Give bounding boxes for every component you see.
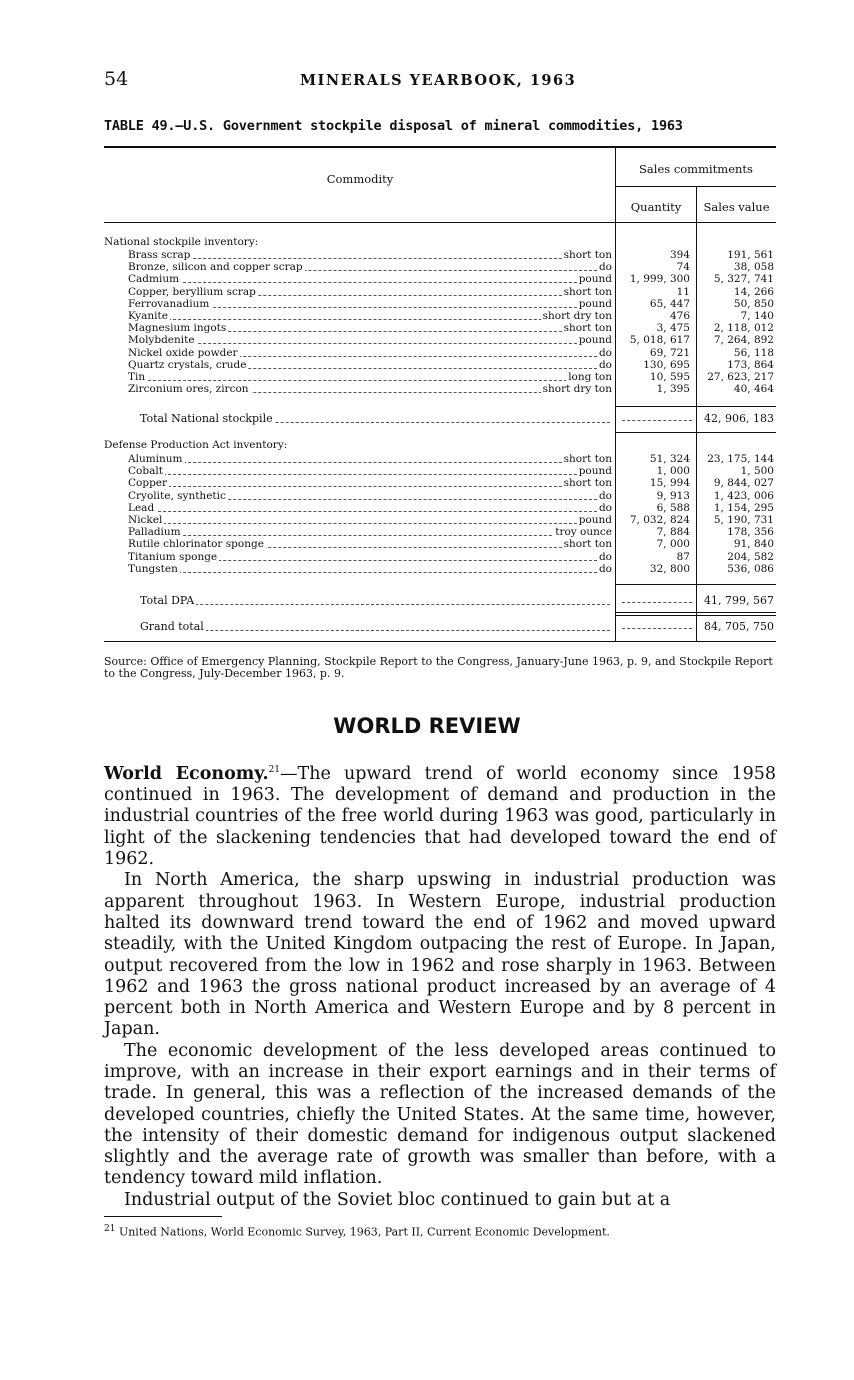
total-national-label: Total National stockpile: [140, 412, 273, 425]
table-row: [104, 478, 776, 489]
commodity-name: Zirconium ores, zircon: [128, 384, 249, 396]
total-dpa-label: Total DPA: [140, 594, 195, 607]
total-dpa-rule: [616, 584, 776, 585]
commodity-unit: troy ounce: [555, 527, 612, 539]
table-row: [104, 299, 776, 310]
quantity-cell: 65, 447: [649, 297, 690, 310]
commodity-unit: short dry ton: [542, 384, 612, 396]
commodity-name: Copper, beryllium scrap: [128, 286, 256, 298]
paragraph-1-text: —The upward trend of world economy since 1958 continued in 1963. The development of demand and production in the industrial countries of the free world during 1963 was good, particularly in light of the slackening tendencies that had developed toward the end of 1962.: [104, 763, 776, 870]
quantity-cell: 32, 800: [649, 562, 690, 575]
table-row: [104, 348, 776, 359]
table-row: [104, 335, 776, 346]
commodity-header: Commodity: [326, 172, 394, 186]
table-row: [104, 503, 776, 514]
sales-value-cell: 56, 118: [733, 346, 774, 359]
commodity-name: Palladium: [128, 527, 181, 539]
sales-value-cell: 40, 464: [733, 383, 774, 396]
commodity-unit: do: [598, 502, 612, 514]
table-row: [104, 466, 776, 477]
table-row: [104, 552, 776, 563]
commodity-unit: pound: [578, 298, 612, 310]
table-source-note: Source: Office of Emergency Planning, Stockpile Report to the Congress, January-June 1963, p. 9, and Stockpile Report to the Congress, July-December 1963, p. 9.: [104, 655, 773, 680]
quantity-cell: 69, 721: [649, 346, 690, 359]
total-dpa-value: 41, 799, 567: [704, 594, 774, 607]
quantity-cell: 87: [676, 550, 690, 563]
commodity-unit: short ton: [563, 478, 612, 490]
paragraph-2: In North America, the sharp upswing in industrial production was apparent throughout 1963. In Western Europe, industrial production halted its downward trend toward the end of 1962 and moved upward steadily, with the United Kingdom outpacing the rest of Europe. In Japan, output recovered from the low in 1962 and rose sharply in 1963. Between 1962 and 1963 the gross national product increased by an average of 4 percent both in North America and Western Europe and by 8 percent in Japan.: [104, 870, 776, 1040]
commodity-unit: pound: [578, 515, 612, 526]
sales-value-cell: 5, 190, 731: [713, 514, 774, 526]
commodity-unit: short ton: [563, 454, 612, 465]
sales-value-cell: 536, 086: [727, 562, 774, 575]
quantity-cell: 476: [669, 310, 690, 322]
table-top-rule: [104, 146, 776, 148]
commodity-name: Nickel: [128, 515, 163, 526]
commodity-name: Quartz crystals, crude: [128, 359, 247, 371]
commodity-name: Kyanite: [128, 311, 168, 322]
quantity-cell: 11: [676, 285, 690, 298]
commodity-name: Rutile chlorinator sponge: [128, 539, 264, 551]
sales-value-cell: 204, 582: [727, 550, 774, 563]
sales-value-header: Sales value: [703, 200, 770, 214]
sales-value-cell: 91, 840: [733, 538, 774, 551]
running-head: [104, 68, 776, 98]
table-bottom-rule: [104, 641, 776, 642]
table-row: [104, 274, 776, 285]
footnote-marker: 21: [104, 1224, 116, 1234]
total-national-value: 42, 906, 183: [704, 412, 774, 425]
commodity-name: Lead: [128, 502, 155, 514]
table-row: [104, 539, 776, 550]
page-number: 54: [104, 68, 129, 90]
commodity-unit: short ton: [563, 250, 612, 261]
grand-total-value: 84, 705, 750: [704, 620, 774, 633]
sales-value-cell: 38, 058: [733, 261, 774, 274]
quantity-cell: 1, 000: [656, 465, 690, 478]
total-dpa-row: [104, 594, 776, 608]
quantity-cell: 15, 994: [649, 477, 690, 490]
commodity-name: Molybdenite: [128, 335, 195, 347]
sales-commitments-header: Sales commitments: [639, 162, 753, 176]
commodity-unit: do: [598, 359, 612, 371]
sales-value-cell: 2, 118, 012: [713, 322, 774, 335]
table-row: [104, 515, 776, 526]
table-title: TABLE 49.—U.S. Government stockpile disposal of mineral commodities, 1963: [104, 118, 683, 134]
commodity-name: Magnesium ingots: [128, 323, 227, 335]
quantity-cell: 10, 595: [649, 371, 690, 383]
quantity-cell: 74: [676, 261, 690, 274]
commodity-unit: short ton: [563, 539, 612, 551]
total-national-rule: [616, 406, 776, 407]
commodity-unit: pound: [578, 466, 612, 478]
running-title: MINERALS YEARBOOK, 1963: [300, 72, 577, 89]
commodity-unit: do: [598, 551, 612, 563]
footnote-rule: [104, 1216, 222, 1217]
lead-in-heading: World Economy.: [104, 763, 269, 784]
commodity-name: Nickel oxide powder: [128, 347, 238, 359]
quantity-cell: 3, 475: [656, 322, 690, 335]
commodity-name: Cryolite, synthetic: [128, 490, 226, 502]
table-row: [104, 311, 776, 322]
footnote: [104, 1224, 776, 1239]
commodity-name: Cadmium: [128, 274, 180, 286]
table-row: [104, 527, 776, 538]
sales-value-cell: 7, 264, 892: [713, 334, 774, 347]
quantity-cell: 7, 884: [656, 526, 690, 539]
paragraph-3: The economic development of the less developed areas continued to improve, with an increase in their export earnings and in their terms of trade. In general, this was a reflection of the increased demands of the developed countries, chiefly the United States. At the same time, however, the intensity of their domestic demand for indigenous output slackened slightly and the average rate of growth was smaller than before, with a tendency toward mild inflation.: [104, 1040, 776, 1189]
grand-total-row: [104, 620, 776, 634]
commodity-name: Tungsten: [128, 563, 178, 575]
dpa-inventory-heading: Defense Production Act inventory:: [104, 439, 288, 451]
quantity-cell: 394: [669, 249, 690, 261]
table-row: [104, 250, 776, 261]
grand-total-rule-b: [616, 615, 776, 616]
sales-value-cell: 178, 356: [727, 526, 774, 539]
table-row: [104, 323, 776, 334]
quantity-cell: 51, 324: [649, 453, 690, 465]
commodity-name: Brass scrap: [128, 250, 191, 261]
quantity-cell: 1, 395: [656, 383, 690, 396]
sales-value-cell: 9, 844, 027: [713, 477, 774, 490]
commodity-name: Tin: [128, 372, 146, 383]
commodity-name: Aluminum: [128, 454, 183, 465]
footnote-ref: 21: [268, 765, 281, 775]
sales-value-cell: 1, 500: [740, 465, 774, 478]
total-national-bottom-rule: [616, 432, 776, 433]
sales-value-cell: 191, 561: [727, 249, 774, 261]
paragraph-1: [104, 760, 776, 870]
commodity-unit: do: [598, 262, 612, 274]
table-row: [104, 454, 776, 465]
table-row: [104, 384, 776, 395]
table-row: [104, 491, 776, 502]
footnote-text: United Nations, World Economic Survey, 1963, Part II, Current Economic Development.: [115, 1225, 610, 1239]
quantity-cell: 6, 588: [656, 501, 690, 514]
quantity-cell: 9, 913: [656, 489, 690, 502]
quantity-cell: 7, 000: [656, 538, 690, 551]
quantity-cell: 1, 999, 300: [629, 273, 690, 286]
commodity-unit: do: [598, 490, 612, 502]
quantity-cell: 5, 018, 617: [629, 334, 690, 347]
sales-value-cell: 14, 266: [733, 285, 774, 298]
commodity-name: Cobalt: [128, 466, 163, 478]
sales-value-cell: 50, 850: [733, 297, 774, 310]
quantity-cell: 130, 695: [643, 358, 690, 371]
sales-value-cell: 7, 140: [740, 310, 774, 322]
sales-value-cell: 27, 623, 217: [707, 371, 774, 383]
commodity-name: Bronze, silicon and copper scrap: [128, 262, 303, 274]
commodity-unit: do: [598, 563, 612, 575]
stockpile-table: [104, 146, 776, 642]
grand-total-label: Grand total: [140, 620, 204, 633]
commodity-unit: short ton: [563, 323, 612, 335]
commodity-unit: do: [598, 347, 612, 359]
commodity-unit: short ton: [563, 286, 612, 298]
quantity-header: Quantity: [630, 200, 682, 214]
table-row: [104, 564, 776, 575]
header-bottom-rule: [104, 222, 776, 223]
commodity-name: Copper: [128, 478, 168, 490]
paragraph-4: Industrial output of the Soviet bloc continued to gain but at a: [124, 1189, 671, 1210]
body-text: [104, 760, 776, 1211]
sales-value-cell: 173, 864: [727, 358, 774, 371]
grand-total-rule-a: [616, 612, 776, 613]
quantity-cell: 7, 032, 824: [629, 514, 690, 526]
sales-value-cell: 1, 154, 295: [713, 501, 774, 514]
national-stockpile-heading: National stockpile inventory:: [104, 236, 259, 248]
section-title: WORLD REVIEW: [333, 714, 521, 738]
table-row: [104, 360, 776, 371]
commodity-unit: short dry ton: [542, 311, 612, 322]
commodity-name: Titanium sponge: [128, 551, 218, 563]
sales-value-cell: 1, 423, 006: [713, 489, 774, 502]
commodity-unit: pound: [578, 274, 612, 286]
commodity-name: Ferrovanadium: [128, 298, 210, 310]
total-national-row: [104, 412, 776, 426]
table-row: [104, 262, 776, 273]
table-row: [104, 372, 776, 383]
table-row: [104, 287, 776, 298]
commodity-unit: pound: [578, 335, 612, 347]
sales-value-cell: 23, 175, 144: [707, 453, 774, 465]
sales-value-cell: 5, 327, 741: [713, 273, 774, 286]
commodity-unit: long ton: [568, 372, 612, 383]
